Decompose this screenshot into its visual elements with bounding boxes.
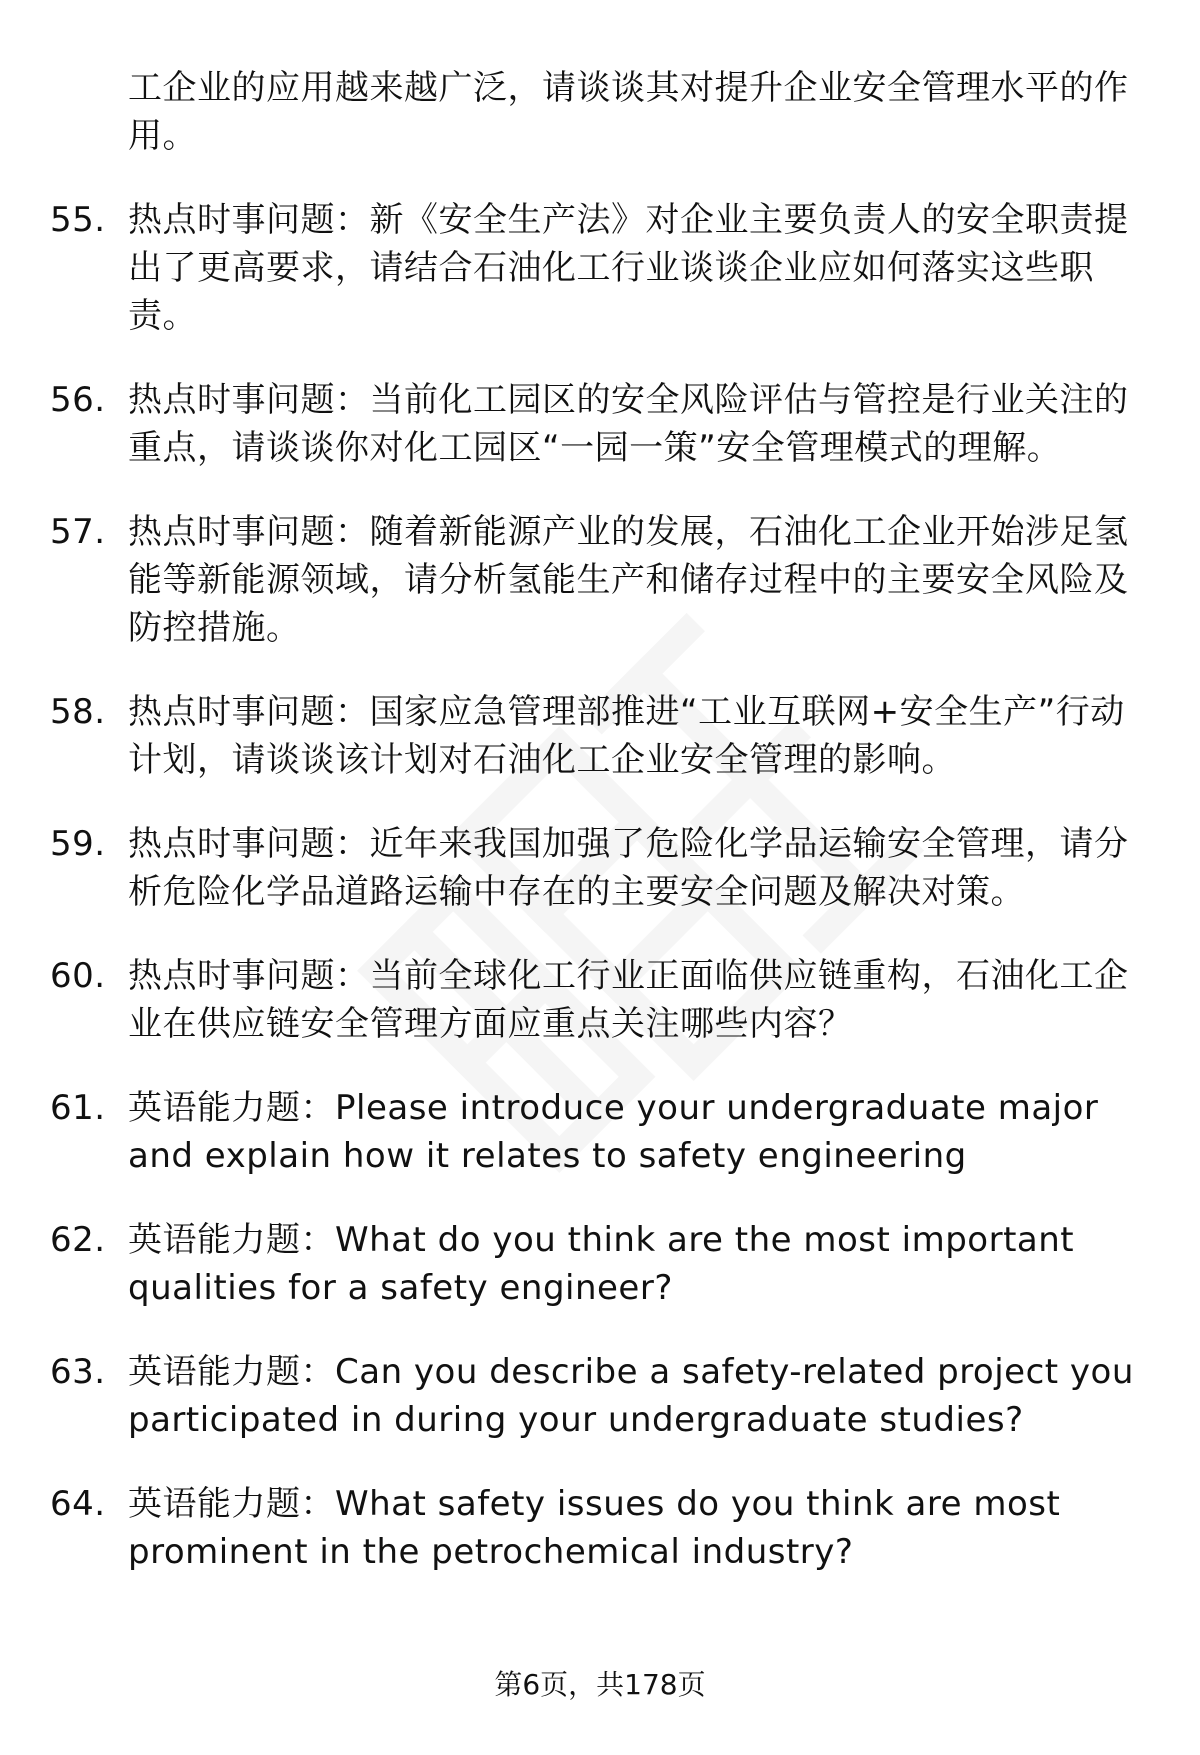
- question-text: 热点时事问题：新《安全生产法》对企业主要负责人的安全职责提出了更高要求，请结合石油化工行业谈谈企业应如何落实这些职责。: [128, 200, 1129, 336]
- question-item: [50, 508, 1138, 652]
- question-text: 热点时事问题：近年来我国加强了危险化学品运输安全管理，请分析危险化学品道路运输中存在的主要安全问题及解决对策。: [128, 824, 1129, 912]
- question-item: [50, 196, 1138, 340]
- question-item: [50, 1348, 1138, 1444]
- question-text: 热点时事问题：当前全球化工行业正面临供应链重构，石油化工企业在供应链安全管理方面应重点关注哪些内容？: [128, 956, 1129, 1044]
- continued-question-text: 工企业的应用越来越广泛，请谈谈其对提升企业安全管理水平的作用。: [128, 68, 1129, 156]
- question-number: 63.: [50, 1352, 106, 1392]
- question-text: 热点时事问题：当前化工园区的安全风险评估与管控是行业关注的重点，请谈谈你对化工园区“一园一策”安全管理模式的理解。: [128, 380, 1129, 468]
- question-text: 英语能力题：What safety issues do you think are most prominent in the petrochemical industry?: [128, 1484, 1061, 1572]
- question-number: 56.: [50, 380, 106, 420]
- question-number: 55.: [50, 200, 106, 240]
- question-number: 64.: [50, 1484, 106, 1524]
- question-text: 英语能力题：What do you think are the most important qualities for a safety engineer?: [128, 1220, 1075, 1308]
- question-item: [50, 376, 1138, 472]
- page-number-label: 第6页，共178页: [494, 1668, 706, 1701]
- question-item: [50, 952, 1138, 1048]
- question-text: 英语能力题：Can you describe a safety-related project you participated in during your undergraduate studies?: [128, 1352, 1134, 1440]
- question-text: 热点时事问题：随着新能源产业的发展，石油化工企业开始涉足氢能等新能源领域，请分析氢能生产和储存过程中的主要安全风险及防控措施。: [128, 512, 1129, 648]
- question-item: [50, 1216, 1138, 1312]
- question-item: [50, 1480, 1138, 1576]
- question-text: 热点时事问题：国家应急管理部推进“工业互联网+安全生产”行动计划，请谈谈该计划对石油化工企业安全管理的影响。: [128, 692, 1125, 780]
- question-text: 英语能力题：Please introduce your undergraduate major and explain how it relates to safety engineering: [128, 1088, 1099, 1176]
- question-number: 60.: [50, 956, 106, 996]
- question-number: 59.: [50, 824, 106, 864]
- question-item: [50, 1084, 1138, 1180]
- document-content: [0, 64, 1200, 1612]
- question-item: [50, 820, 1138, 916]
- question-number: 61.: [50, 1088, 106, 1128]
- question-item: [50, 688, 1138, 784]
- question-list: [0, 196, 1200, 1576]
- question-number: 57.: [50, 512, 106, 552]
- page-footer: [0, 1665, 1200, 1705]
- question-number: 62.: [50, 1220, 106, 1260]
- question-number: 58.: [50, 692, 106, 732]
